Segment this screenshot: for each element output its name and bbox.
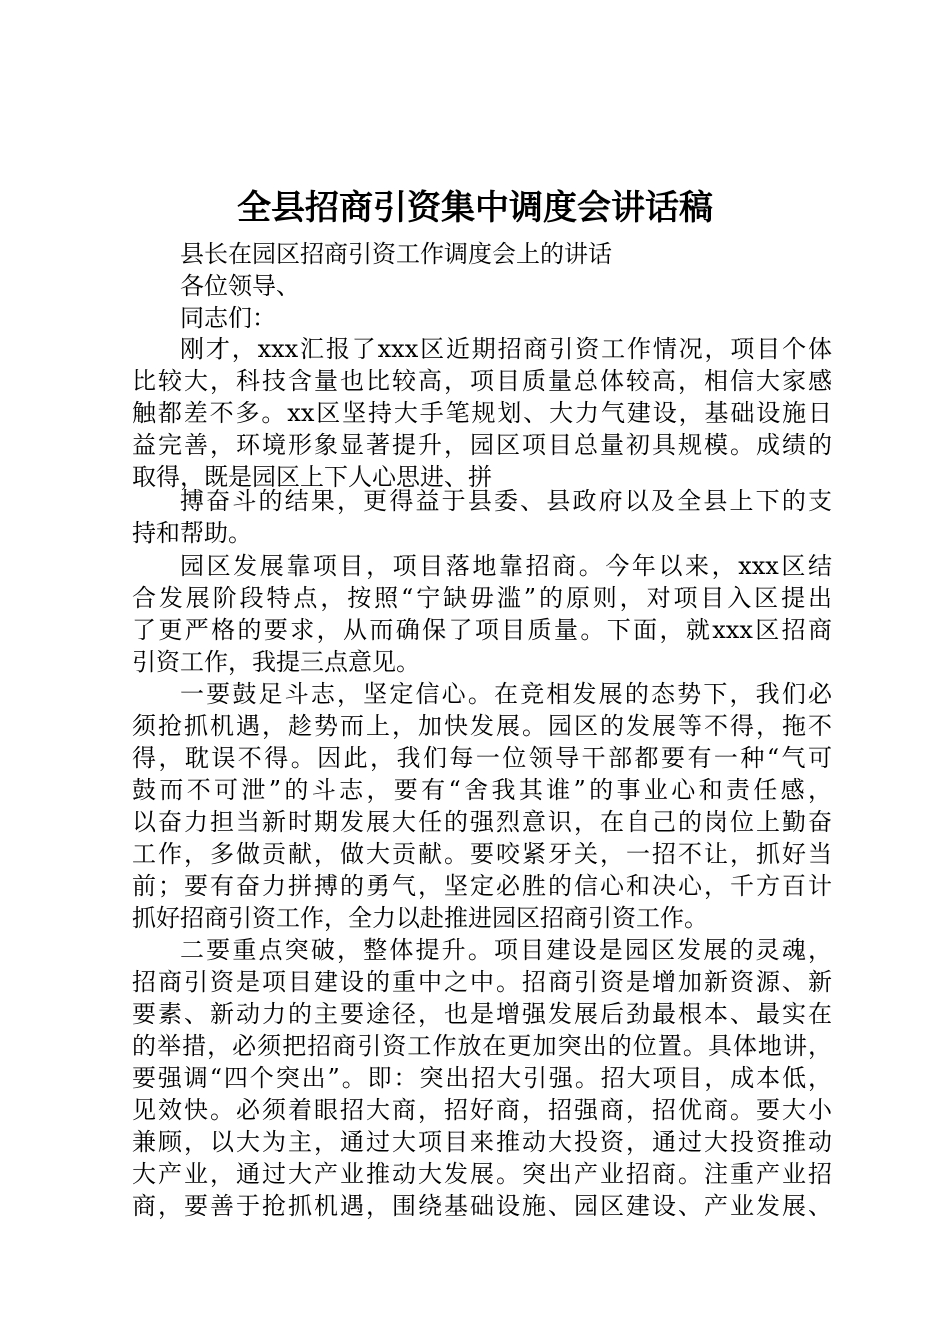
body-line: 益完善，环境形象显著提升，园区项目总量初具规模。成绩的 bbox=[132, 431, 832, 459]
body-line: 要强调“四个突出”。即：突出招大引强。招大项目，成本低， bbox=[132, 1064, 832, 1092]
speech-subtitle: 县长在园区招商引资工作调度会上的讲话 bbox=[180, 240, 612, 268]
body-line: 了更严格的要求，从而确保了项目质量。下面，就xxx区招商 bbox=[132, 616, 832, 644]
body-line: 一要鼓足斗志，坚定信心。在竞相发展的态势下，我们必 bbox=[180, 680, 832, 708]
body-line: 见效快。必须着眼招大商，招好商，招强商，招优商。要大小 bbox=[132, 1096, 832, 1124]
body-line: 兼顾，以大为主，通过大项目来推动大投资，通过大投资推动 bbox=[132, 1128, 832, 1156]
body-line: 二要重点突破，整体提升。项目建设是园区发展的灵魂， bbox=[180, 936, 832, 964]
body-line: 的举措，必须把招商引资工作放在更加突出的位置。具体地讲， bbox=[132, 1032, 832, 1060]
body-line: 前；要有奋力拼搏的勇气，坚定必胜的信心和决心，千方百计 bbox=[132, 872, 832, 900]
body-line: 须抢抓机遇，趁势而上，加快发展。园区的发展等不得，拖不 bbox=[132, 712, 832, 740]
body-line: 合发展阶段特点，按照“宁缺毋滥”的原则，对项目入区提出 bbox=[132, 584, 832, 612]
document-title: 全县招商引资集中调度会讲话稿 bbox=[237, 188, 713, 228]
body-line: 取得，既是园区上下人心思进、拼 bbox=[132, 463, 492, 491]
body-line: 大产业，通过大产业推动大发展。突出产业招商。注重产业招 bbox=[132, 1160, 832, 1188]
body-line: 触都差不多。xx区坚持大手笔规划、大力气建设，基础设施日 bbox=[132, 399, 832, 427]
salutation-line: 各位领导、 bbox=[180, 272, 300, 300]
body-line: 要素、新动力的主要途径，也是增强发展后劲最根本、最实在 bbox=[132, 1000, 832, 1028]
body-line: 持和帮助。 bbox=[132, 519, 252, 547]
body-line: 刚才，xxx汇报了xxx区近期招商引资工作情况，项目个体 bbox=[180, 335, 832, 363]
body-line: 得，耽误不得。因此，我们每一位领导干部都要有一种“气可 bbox=[132, 744, 832, 772]
body-line: 园区发展靠项目，项目落地靠招商。今年以来，xxx区结 bbox=[180, 552, 832, 580]
body-line: 工作，多做贡献，做大贡献。要咬紧牙关，一招不让，抓好当 bbox=[132, 840, 832, 868]
body-line: 抓好招商引资工作，全力以赴推进园区招商引资工作。 bbox=[132, 904, 708, 932]
body-line: 引资工作，我提三点意见。 bbox=[132, 648, 420, 676]
salutation-line: 同志们： bbox=[180, 304, 276, 332]
body-line: 商，要善于抢抓机遇，围绕基础设施、园区建设、产业发展、 bbox=[132, 1192, 832, 1220]
body-line: 以奋力担当新时期发展大任的强烈意识，在自己的岗位上勤奋 bbox=[132, 808, 832, 836]
body-line: 招商引资是项目建设的重中之中。招商引资是增加新资源、新 bbox=[132, 968, 832, 996]
body-line: 比较大，科技含量也比较高，项目质量总体较高，相信大家感 bbox=[132, 367, 832, 395]
body-line: 搏奋斗的结果，更得益于县委、县政府以及全县上下的支 bbox=[180, 487, 832, 515]
body-line: 鼓而不可泄”的斗志，要有“舍我其谁”的事业心和责任感， bbox=[132, 776, 832, 804]
